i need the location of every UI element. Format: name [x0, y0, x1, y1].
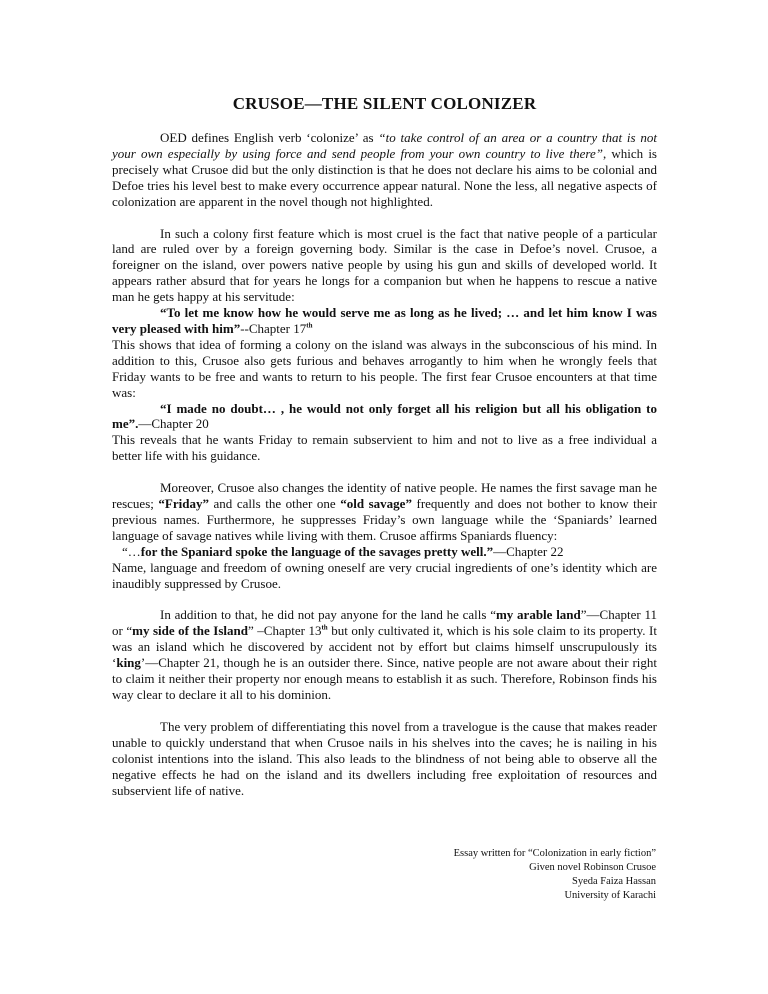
quote-text: “I made no doubt… , he would not only forget all his religion but all his obligation to me”.: [112, 400, 657, 432]
p3-text-b: and calls the other one: [208, 496, 341, 512]
quote-text: “To let me know how he would serve me as long as he lived; … and let him know I was very pleased with him”: [112, 305, 657, 336]
p1-text-b: , which is precisely what Crusoe did but the only distinction is that he does not declare his aims to be colonial and Defoe tries his level best to make every occurrence appear natural. None the less, all negative aspects of colonization are apparent in the novel though not highlighted.: [112, 145, 657, 209]
citation-sup: th: [306, 321, 313, 330]
signature-line-author: Syeda Faiza Hassan: [572, 876, 656, 887]
citation-text: —Chapter 22: [493, 543, 564, 559]
essay-page: [112, 94, 657, 798]
p3-text-c: frequently and does not bother to know their previous names. Furthermore, he suppresses Friday’s own language while the ‘Spaniards’ learned language of savage natives while living with them. Crusoe affirms Spaniards fluency:: [112, 496, 657, 543]
quote-text: for the Spaniard spoke the language of the savages pretty well.”: [140, 543, 494, 559]
citation-text: --Chapter 17: [240, 320, 307, 336]
p4-text-c: ” –Chapter 13: [248, 623, 322, 639]
citation: [240, 321, 312, 336]
paragraph-3: [112, 480, 657, 544]
p4-text-d: but only cultivated it, which is his sole claim to its property. It was an island which he discovered by accident not by effort but claims himself unscrupulously its ‘: [112, 623, 657, 671]
paragraph-5: The very problem of differentiating this novel from a travelogue is the cause that makes reader unable to quickly understand that when Crusoe nails in his shelves into the caves; he is nailing in his colonist intentions into the island. This also leads to the blindness of not being able to observe all the negative effects he had on the island and its dwellers including free exploitation of resources and subservient life of native.: [112, 718, 657, 798]
citation-sup: th: [321, 624, 328, 633]
author-signature: [454, 847, 656, 903]
friday-name: “Friday”: [158, 496, 209, 512]
old-savage-name: “old savage”: [340, 496, 412, 512]
quote-prefix: “…: [122, 543, 141, 559]
p4-text-a: In addition to that, he did not pay anyone for the land he calls “: [160, 607, 496, 623]
paragraph-2: In such a colony first feature which is most cruel is the fact that native people of a particular land are ruled over by a foreign governing body. Similar is the case in Defoe’s novel. Crusoe, a foreigner on the island, over powers native people by using his gun and skills of developed world. It appears rather absurd that for years he longs for a companion but when he happens to rescue a native man he gets happy at his servitude:: [112, 225, 657, 305]
p1-text-a: OED defines English verb ‘colonize’ as: [160, 130, 379, 145]
quote-chapter-20: [112, 401, 657, 433]
signature-line-novel: Given novel Robinson Crusoe: [529, 862, 656, 873]
p4-text-e: ’—Chapter 21, though he is an outsider there. Since, native people are not aware about their right to claim it neither their property nor enough means to establish it as such. Therefore, Robinson finds his way clear to declare it all to his dominion.: [112, 655, 657, 702]
paragraph-2-conclusion: This reveals that he wants Friday to remain subservient to him and not to live as a free individual a better life with his guidance.: [112, 432, 657, 464]
paragraph-2-continued: This shows that idea of forming a colony on the island was always in the subconscious of his mind. In addition to this, Crusoe also gets furious and behaves arrogantly to him when he wrongly feels that Friday wants to be free and wants to return to his people. The first fear Crusoe encounters at that time was:: [112, 336, 657, 400]
king-term: king: [116, 655, 141, 671]
oed-definition-quote: “to take control of an area or a country that is not your own especially by using force and send people from your own country to live there”: [112, 130, 657, 161]
paragraph-3-continued: Name, language and freedom of owning oneself are very crucial ingredients of one’s identity which are inaudibly suppressed by Crusoe.: [112, 559, 657, 591]
arable-land-term: my arable land: [495, 607, 581, 623]
citation-text: —Chapter 20: [138, 416, 209, 432]
quote-chapter-17: [112, 305, 657, 337]
p4-text-b: ”—Chapter 11 or “: [112, 607, 657, 639]
side-of-island-term: my side of the Island: [132, 623, 248, 639]
essay-title: CRUSOE—THE SILENT COLONIZER: [232, 94, 537, 113]
p3-text-a: Moreover, Crusoe also changes the identity of native people. He names the first savage man he rescues;: [112, 480, 657, 512]
paragraph-4: [112, 607, 657, 702]
signature-line-essay: Essay written for “Colonization in early fiction”: [453, 848, 656, 859]
quote-chapter-22: [112, 544, 657, 560]
paragraph-1: [112, 130, 657, 210]
signature-line-university: University of Karachi: [564, 890, 656, 901]
